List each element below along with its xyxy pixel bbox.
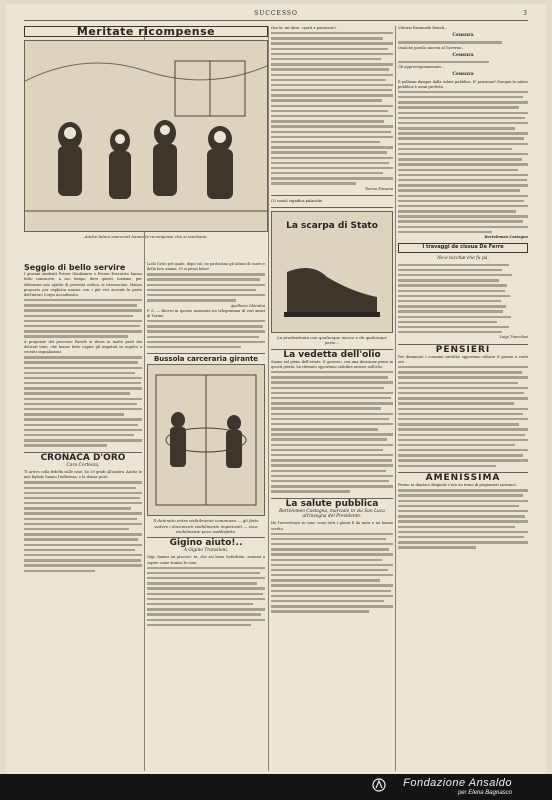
- masthead: [24, 10, 528, 21]
- article-text: Ti arrivo colla fedeltà sulle cose, ho 29 gradi all'ombra. Anche le mie figliole hanno l'influenza, e le donne pure.: [24, 470, 142, 480]
- feature-illustration-block: [24, 26, 268, 256]
- article-text: Gli approvvigionamenti...: [398, 65, 445, 70]
- headline-cronaca: CRONACA D'ORO: [40, 452, 126, 463]
- scarpa-title: La scarpa di Stato: [286, 221, 378, 232]
- footer-brand: Fondazione Ansaldo: [403, 777, 512, 789]
- body-lines: [398, 365, 528, 469]
- article-text: Vittorio Emanuele Parodi...: [398, 26, 448, 30]
- cartoon-drawing-icon: [25, 41, 267, 231]
- headline-amenissima: AMENISSIMA: [425, 473, 501, 484]
- column-1: [24, 262, 142, 772]
- headline-olio: La vedetta dell'olio: [283, 349, 381, 360]
- shoe-icon: [272, 212, 392, 332]
- masthead-title: SUCCESSO: [254, 10, 298, 17]
- article-text: Gigi, fammi un piacere: tu, che sai bene Settefrate, aiutami a capire come stanno le cose.: [147, 555, 265, 565]
- page-number: 3: [523, 10, 528, 17]
- headline-pensieri: PENSIERI: [435, 344, 491, 355]
- article-text: P. S. — Ricevo in questo momento un telegramma di vari amici di Torino.: [147, 308, 265, 318]
- signature: Bartolomeo Castagna: [484, 235, 528, 240]
- salute-subtitle: Bartolomeo Castagna, marciale in via San Luca all'insegna del Presidente.: [279, 508, 385, 520]
- body-lines: [147, 319, 265, 350]
- poem-title: I travaggi de cissua De Ferre: [398, 243, 528, 252]
- body-lines: [24, 298, 142, 340]
- column-3: [271, 26, 393, 771]
- footer-credit: per Elena Bagnasco: [457, 790, 512, 796]
- article-text: A proposito del processo Parodi si sfiora in molte parti dei delicati temi, che hanno fatto capire gli imputati in seguito a recenti segnalazioni.: [24, 339, 142, 355]
- article-text: Qualche parola sincera al Governo...: [398, 45, 465, 50]
- article-text: Siamo nel pieno dell'estate. Il governo, con una decisione presa in questi giorni, ha ritenuto opportuno stabilire misure sull'olio.: [271, 359, 393, 370]
- article-text: Lodo l'atto pel quale, dopo ciò, ne parlavano gli ultimi di cuore e della loro anima. Ci si pensi bene!: [147, 262, 265, 272]
- body-lines: [271, 370, 393, 495]
- column-rule: [395, 26, 396, 771]
- footnote: (1) nasal: significa palanche: [271, 199, 323, 204]
- bussola-illustration: [147, 364, 265, 516]
- fondazione-logo-icon: [372, 778, 386, 792]
- cronaca-salutation: Caro Cortesza,: [66, 462, 100, 468]
- gigino-salutation: A Gigino Transiloni,: [183, 548, 229, 554]
- body-lines: [24, 481, 142, 574]
- censura-label: Censura: [452, 72, 474, 78]
- cartoon-caption: Anche taluni esercenti hanno le ricompense che si meritano.: [84, 234, 208, 240]
- censura-label: Censura: [452, 33, 474, 39]
- bussola-caption: Il detenuto entra visibilmente commosso — gli fatto vedere i documenti visibilmente impietositi — esce visibilmente poco soddisfatto.: [153, 518, 259, 534]
- article-text: Fermo in diaziore Brignole c'era un treno di prigionieri austriaci.: [398, 483, 517, 488]
- cartoon-illustration: [24, 40, 268, 232]
- article-text: Il pullman dunque dalla salute pubblica. E' pensione? Dunque la salute pubblica è assai prefetta.: [398, 79, 528, 89]
- body-lines: [398, 90, 528, 235]
- article-text: I giovani studenti Potere Giudiziario e Potere Esecutivo hanno fatto conoscere, a suo tempo, dove questi, insieme, per elaborare uno spirito di protesta critica, si ritrovavano. Hanno proposto per esplicita unione con i più vivi accenti la parte dell'intero Corpo Accademico.: [24, 272, 142, 298]
- headline-bussola: Bussola carceraria girante: [153, 355, 259, 364]
- headline-gigino: Gigino aiuto!..: [169, 538, 243, 549]
- column-2: [147, 262, 265, 772]
- article-text: Per diminuire i consumi sarebbe opportuno ridurre il giorno a venti ore.: [398, 354, 528, 365]
- headline-salute: La salute pubblica: [285, 498, 379, 509]
- article-text: Ho l'avvertenza in casa: sono tutti i giorni lì da mesi e mi hanno scritto.: [271, 521, 393, 531]
- footer-bar: [0, 774, 552, 800]
- poem-subtitle: No-e tocchæ che fu pà.: [437, 255, 489, 261]
- body-lines: [398, 488, 528, 550]
- body-lines: [147, 566, 265, 628]
- scarpa-caption: La predestinata con qualunque mezzo e da qualunque parte...: [277, 335, 387, 346]
- poem-lines: [398, 263, 528, 336]
- signature: Tonino Finoana: [364, 186, 393, 191]
- column-4: [398, 26, 528, 771]
- signature: Apollonio Ghiridini: [230, 303, 265, 308]
- body-lines: [147, 272, 265, 303]
- newspaper-page: [6, 4, 546, 774]
- column-rule: [268, 26, 269, 771]
- feature-title: Meritate ricompense: [24, 26, 268, 37]
- article-text: Ora te, mi dirai: «parti a paesione!»: [271, 26, 337, 30]
- prison-turnstile-icon: [148, 365, 264, 515]
- censura-label: Censura: [452, 52, 474, 58]
- headline-seggio: Seggio di bello servire: [24, 263, 126, 272]
- signature: Luigi Trancilosi: [499, 335, 528, 340]
- scarpa-illustration: [271, 211, 393, 333]
- body-lines: [24, 355, 142, 448]
- body-lines: [271, 31, 393, 187]
- body-lines: [271, 532, 393, 615]
